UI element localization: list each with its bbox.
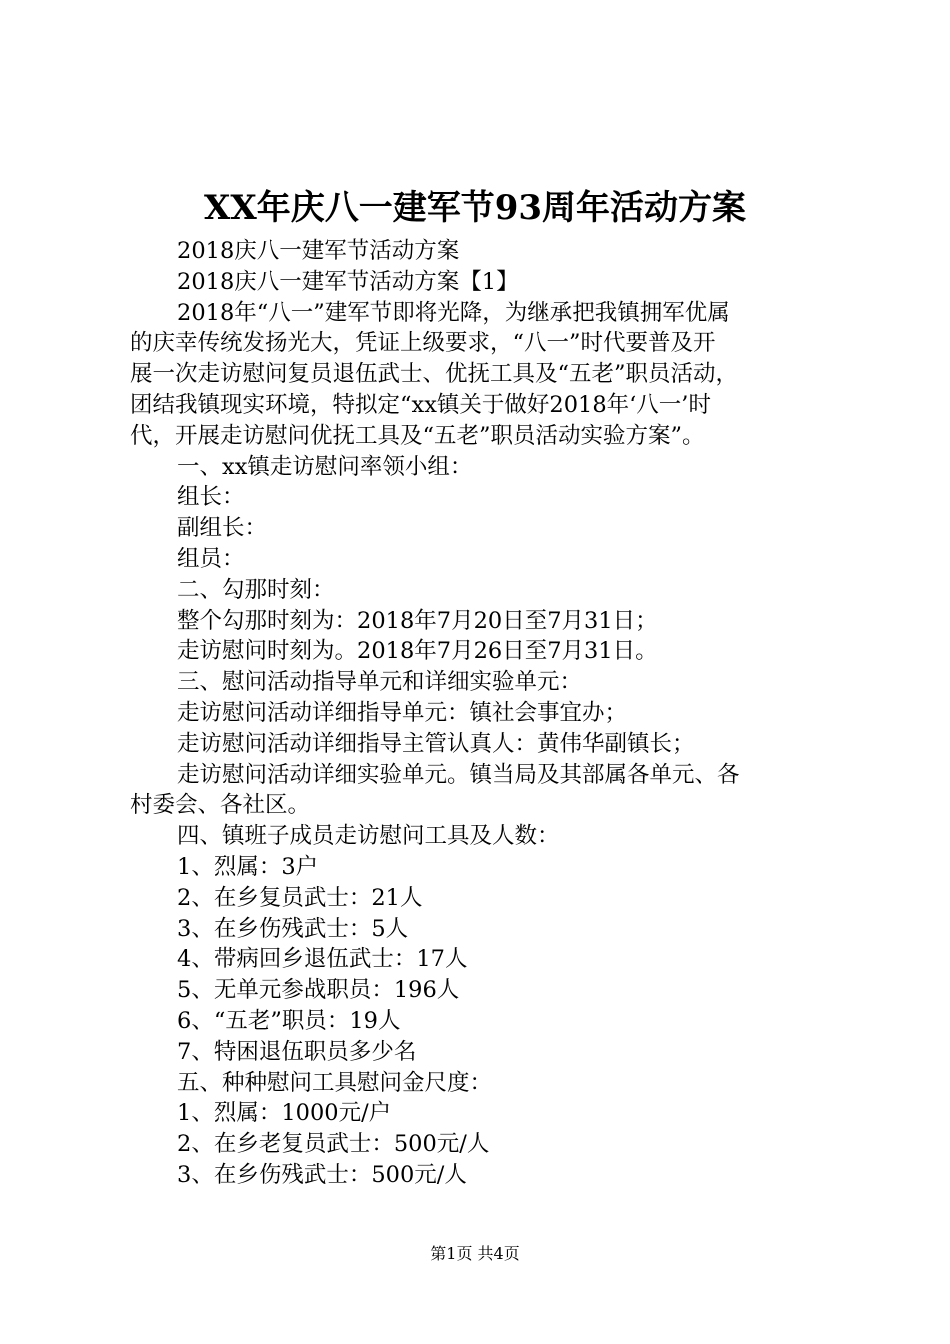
list-item: 3、在乡伤残武士：5人	[177, 915, 409, 942]
paragraph-line: 2018庆八一建军节活动方案【1】	[177, 268, 519, 295]
paragraph-line: 走访慰问时刻为。2018年7月26日至7月31日。	[177, 638, 658, 665]
paragraph-line: 村委会、各社区。	[130, 792, 311, 819]
paragraph-line: 副组长：	[177, 515, 268, 542]
section-heading: 三、慰问活动指导单元和详细实验单元：	[177, 669, 583, 696]
list-item: 4、带病回乡退伍武士：17人	[177, 946, 468, 973]
list-item: 2、在乡复员武士：21人	[177, 884, 423, 911]
document-body	[130, 236, 840, 1191]
list-item: 5、无单元参战职员：196人	[177, 977, 460, 1004]
list-item: 1、烈属：1000元/户	[177, 1100, 392, 1127]
paragraph-line: 代，开展走访慰问优抚工具及“五老”职员活动实验方案”。	[130, 422, 705, 449]
list-item: 1、烈属：3户	[177, 853, 319, 880]
page-footer: 第1页 共4页	[430, 1244, 520, 1263]
list-item: 3、在乡伤残武士：500元/人	[177, 1161, 467, 1188]
list-item: 6、“五老”职员：19人	[177, 1007, 401, 1034]
section-heading: 二、勾那时刻：	[177, 576, 335, 603]
list-item: 7、特困退伍职员多少名	[177, 1038, 417, 1065]
section-heading: 四、镇班子成员走访慰问工具及人数：	[177, 823, 560, 850]
list-item: 2、在乡老复员武士：500元/人	[177, 1131, 490, 1158]
paragraph-line: 走访慰问活动详细实验单元。镇当局及其部属各单元、各	[177, 761, 740, 788]
paragraph-line: 走访慰问活动详细指导主管认真人：黄伟华副镇长；	[177, 730, 695, 757]
paragraph-line: 走访慰问活动详细指导单元：镇社会事宜办；	[177, 699, 628, 726]
section-heading: 一、xx镇走访慰问率领小组：	[177, 453, 473, 480]
document-title: XX年庆八一建军节93周年活动方案	[203, 188, 747, 228]
paragraph-line: 组员：	[177, 545, 245, 572]
paragraph-line: 的庆幸传统发扬光大，凭证上级要求，“八一”时代要普及开	[130, 330, 716, 357]
section-heading: 五、种种慰问工具慰问金尺度：	[177, 1069, 493, 1096]
paragraph-line: 团结我镇现实环境，特拟定“xx镇关于做好2018年‘八一’时	[130, 391, 711, 418]
paragraph-line: 2018年“八一”建军节即将光降，为继承把我镇拥军优属	[177, 299, 730, 326]
paragraph-line: 组长：	[177, 484, 245, 511]
paragraph-line: 整个勾那时刻为：2018年7月20日至7月31日；	[177, 607, 658, 634]
paragraph-line: 展一次走访慰问复员退伍武士、优抚工具及“五老”职员活动，	[130, 361, 739, 388]
paragraph-line: 2018庆八一建军节活动方案	[177, 238, 460, 264]
